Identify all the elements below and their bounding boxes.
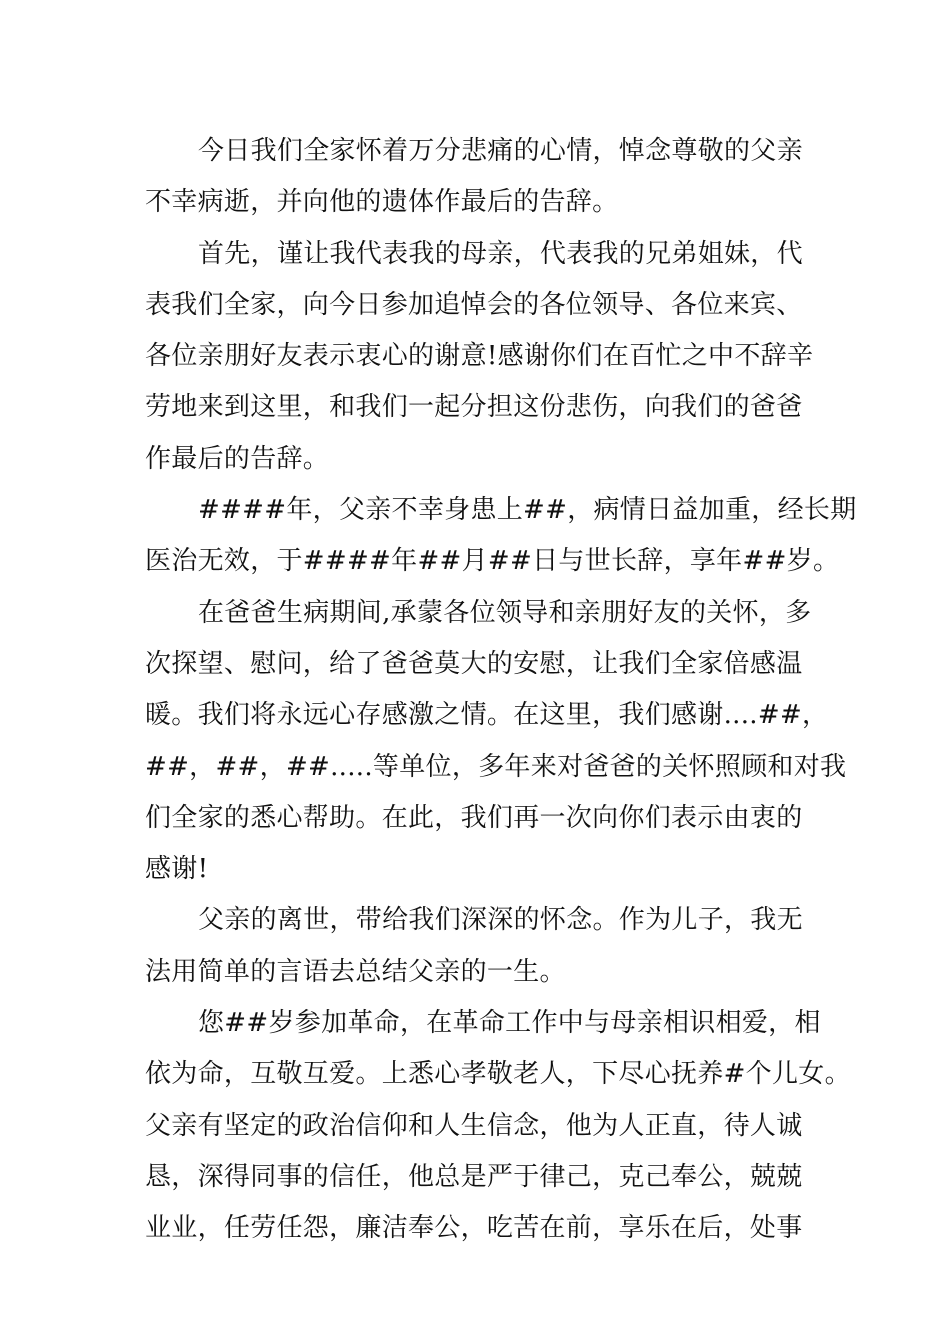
paragraph-line: 依为命，互敬互爱。上悉心孝敬老人，下尽心抚养#个儿女。 — [145, 1059, 851, 1090]
paragraph-line: 医治无效，于####年##月##日与世长辞，享年##岁。 — [145, 546, 840, 577]
paragraph-line: 暖。我们将永远心存感激之情。在这里，我们感谢....##， — [145, 700, 829, 731]
paragraph-line: 们全家的悉心帮助。在此，我们再一次向你们表示由衷的 — [145, 802, 803, 833]
paragraph-line: 业业，任劳任怨，廉洁奉公，吃苦在前，享乐在后，处事 — [145, 1213, 803, 1244]
paragraph-first-line: 在爸爸生病期间,承蒙各位领导和亲朋好友的关怀，多 — [198, 597, 812, 628]
paragraph-first-line: 今日我们全家怀着万分悲痛的心情，悼念尊敬的父亲 — [198, 136, 803, 166]
paragraph-line: ##，##，##.....等单位，多年来对爸爸的关怀照顾和对我 — [145, 751, 847, 782]
paragraph-line: 感谢! — [145, 854, 209, 885]
paragraph-line: 恳，深得同事的信任，他总是严于律己，克己奉公，兢兢 — [145, 1161, 803, 1192]
paragraph-line: 次探望、慰问，给了爸爸莫大的安慰，让我们全家倍感温 — [145, 648, 803, 679]
eulogy-text-body — [145, 126, 857, 1255]
paragraph-line: 作最后的告辞。 — [145, 443, 330, 474]
paragraph-line: 不幸病逝，并向他的遗体作最后的告辞。 — [145, 187, 619, 218]
paragraph-line: 父亲有坚定的政治信仰和人生信念，他为人正直，待人诚 — [145, 1110, 803, 1141]
paragraph-first-line: 首先，谨让我代表我的母亲，代表我的兄弟姐妹，代 — [198, 238, 803, 269]
paragraph-line: 各位亲朋好友表示衷心的谢意!感谢你们在百忙之中不辞辛 — [145, 341, 814, 372]
paragraph-line: 法用简单的言语去总结父亲的一生。 — [145, 956, 566, 987]
paragraph-first-line: ####年，父亲不幸身患上##，病情日益加重，经长期 — [198, 495, 857, 526]
paragraph-line: 表我们全家，向今日参加追悼会的各位领导、各位来宾、 — [145, 289, 803, 320]
paragraph-line: 劳地来到这里，和我们一起分担这份悲伤，向我们的爸爸 — [145, 392, 803, 423]
paragraph-first-line: 父亲的离世，带给我们深深的怀念。作为儿子，我无 — [198, 905, 803, 936]
paragraph-first-line: 您##岁参加革命，在革命工作中与母亲相识相爱，相 — [198, 1008, 821, 1039]
